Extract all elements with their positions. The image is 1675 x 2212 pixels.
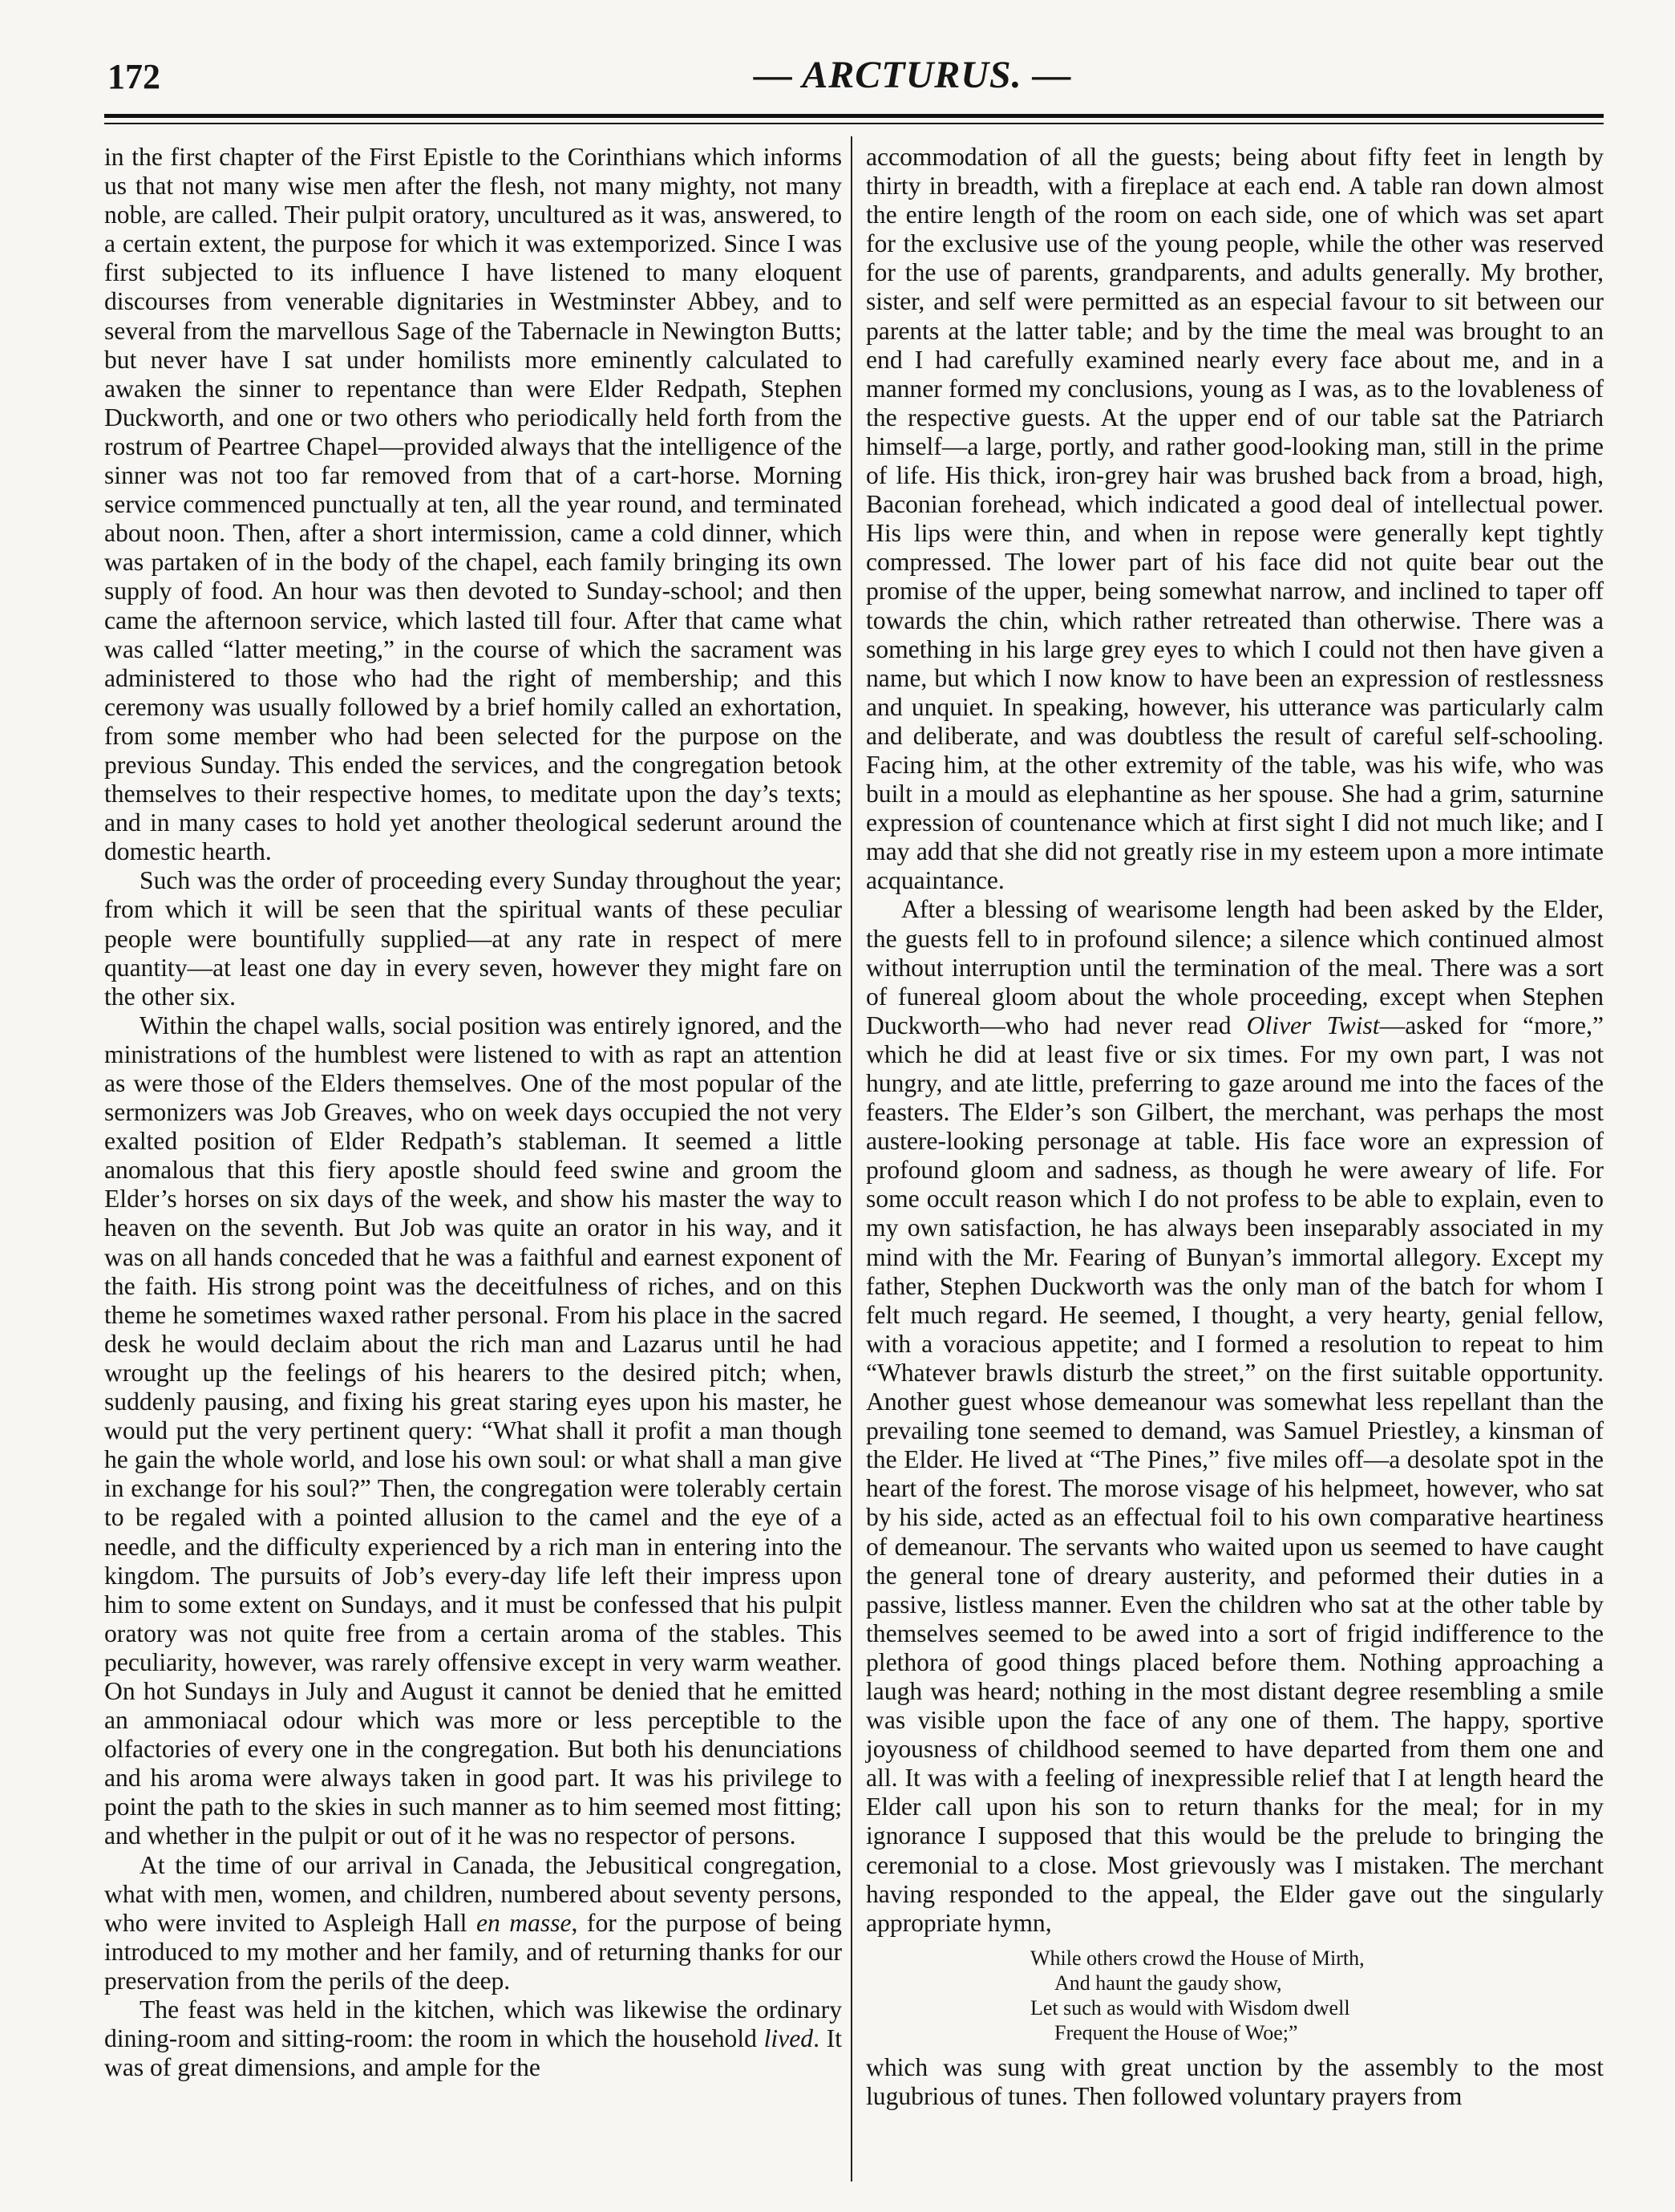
text-run: After a blessing of wearisome length had been asked by the Elder, the guests fell to in profound silence; a silence which continued almost without interruption until the termination of the meal. There was a sort of funereal gloom about the whole proceeding, except when Stephen Duckworth—who had never read [866, 895, 1604, 1039]
italic-text: lived [763, 2024, 814, 2053]
verse-line: Let such as would with Wisdom dwell [1030, 1995, 1350, 2020]
right-column [866, 143, 1604, 2111]
text-run: , for the purpose of being introduced to my mother and her family, and of returning thanks for our preservation from the perils of the deep. [104, 1908, 842, 1995]
page-number: 172 [107, 57, 160, 96]
verse-line: Frequent the House of Woe;” [1054, 2020, 1298, 2044]
verse-line: And haunt the gaudy show, [1054, 1971, 1282, 1995]
paragraph: accommodation of all the guests; being about fifty feet in length by thirty in breadth, with a fireplace at each end. A table ran down almost the entire length of the room on each side, one of which was set apart for the exclusive use of the young people, while the other was reserved for the use of parents, grandparents, and adults generally. My brother, sister, and self were permitted as an especial favour to sit between our parents at the latter table; and by the time the meal was brought to an end I had carefully examined nearly every face about me, and in a manner formed my conclusions, young as I was, as to the lovableness of the respective guests. At the upper end of our table sat the Patriarch himself—a large, portly, and rather good-looking man, still in the prime of life. His thick, iron-grey hair was brushed back from a broad, high, Baconian forehead, which indicated a good deal of intellectual power. His lips were thin, and when in repose were generally kept tightly compressed. The lower part of his face did not quite bear out the promise of the upper, being somewhat narrow, and inclined to taper off towards the chin, which rather retreated than otherwise. There was a something in his large grey eyes to which I could not then have given a name, but which I now know to have been an expression of restlessness and unquiet. In speaking, however, his utterance was particularly calm and deliberate, and was doubtless the result of careful self-schooling. Facing him, at the other extremity of the table, was his wife, who was built in a mould as elephantine as her spouse. She had a grim, saturnine expression of countenance which at first sight I did not much like; and I may add that she did not greatly rise in my esteem upon a more intimate acquaintance. [866, 143, 1604, 895]
paragraph: which was sung with great unction by the assembly to the most lugubrious of tunes. Then followed voluntary prayers from [866, 2052, 1604, 2110]
text-run: The feast was held in the kitchen, which was likewise the ordinary dining-room and sitting-room: the room in which the household [104, 1995, 842, 2053]
header-rule-thick [104, 114, 1604, 118]
header-rule-thin [104, 123, 1604, 124]
column-divider [851, 136, 852, 2182]
paragraph: Within the chapel walls, social position was entirely ignored, and the ministrations of the humblest were listened to with as rapt an attention as were those of the Elders themselves. One of the most popular of the sermonizers was Job Greaves, who on week days occupied the not very exalted position of Elder Redpath’s stableman. It seemed a little anomalous that this fiery apostle should feed swine and groom the Elder’s horses on six days of the week, and show his master the way to heaven on the seventh. But Job was quite an orator in his way, and it was on all hands conceded that he was a faithful and earnest exponent of the faith. His strong point was the deceitfulness of riches, and on this theme he sometimes waxed rather personal. From his place in the sacred desk he would declaim about the rich man and Lazarus until he had wrought up the feelings of his hearers to the desired pitch; when, suddenly pausing, and fixing his great staring eyes upon his master, he would put the very pertinent query: “What shall it profit a man though he gain the whole world, and lose his own soul: or what shall a man give in exchange for his soul?” Then, the congregation were tolerably certain to be regaled with a pointed allusion to the camel and the eye of a needle, and the difficulty experienced by a rich man in entering into the kingdom. The pursuits of Job’s every-day life left their impress upon him to some extent on Sundays, and it must be confessed that his pulpit oratory was not quite free from a certain aroma of the stables. This peculiarity, however, was rarely offensive except in very warm weather. On hot Sundays in July and August it cannot be denied that he emitted an ammoniacal odour which was more or less perceptible to the olfactories of every one in the congregation. But both his denunciations and his aroma were always taken in good part. It was his privilege to point the path to the skies in such manner as to him seemed most fitting; and whether in the pulpit or out of it he was no respector of persons. [104, 1011, 842, 1850]
text-run: —asked for “more,” which he did at least five or six times. For my own part, I was not hungry, and ate little, preferring to gaze around me into the faces of the feasters. The Elder’s son Gilbert, the merchant, was perhaps the most austere-looking personage at table. His face wore an expression of profound gloom and sadness, as though he were aweary of life. For some occult reason which I do not profess to be able to explain, even to my own satisfaction, he has always been inseparably associated in my mind with the Mr. Fearing of Bunyan’s immortal allegory. Except my father, Stephen Duckworth was the only man of the batch for whom I felt much regard. He seemed, I thought, a very hearty, genial fellow, with a voracious appetite; and I formed a resolution to repeat to him “Whatever brawls disturb the street,” on the first suitable opportunity. Another guest whose demeanour was somewhat less repellant than the prevailing tone seemed to demand, was Samuel Priestley, a kinsman of the Elder. He lived at “The Pines,” five miles off—a desolate spot in the heart of the forest. The morose visage of his helpmeet, however, who sat by his side, acted as an effectual foil to his own comparative heartiness of demeanour. The servants who waited upon us seemed to have caught the general tone of dreary austerity, and peformed their duties in a passive, listless manner. Even the children who sat at the other table by themselves seemed to be awed into a sort of frigid indifference to the plethora of good things placed before them. Nothing approaching a laugh was heard; nothing in the most distant degree resembling a smile was visible upon the face of any one of them. The happy, sportive joyousness of childhood seemed to have departed from them one and all. It was with a feeling of inexpressible relief that I at length heard the Elder call upon his son to return thanks for the meal; for in my ignorance I supposed that this would be the prelude to bringing the ceremonial to a close. Most grievously was I mistaken. The merchant having responded to the appeal, the Elder gave out the singularly appropriate hymn, [866, 1011, 1604, 1937]
paragraph: in the first chapter of the First Epistle to the Corinthians which informs us that not many wise men after the flesh, not many mighty, not many noble, are called. Their pulpit oratory, uncultured as it was, answered, to a certain extent, the purpose for which it was extemporized. Since I was first subjected to its influence I have listened to many eloquent discourses from venerable dignitaries in Westminster Abbey, and to several from the marvellous Sage of the Tabernacle in Newington Butts; but never have I sat under homilists more eminently calculated to awaken the sinner to repentance than were Elder Redpath, Stephen Duckworth, and one or two others who periodically held forth from the rostrum of Peartree Chapel—provided always that the intelligence of the sinner was not too far removed from that of a cart-horse. Morning service commenced punctually at ten, all the year round, and terminated about noon. Then, after a short intermission, came a cold dinner, which was partaken of in the body of the chapel, each family bringing its own supply of food. An hour was then devoted to Sunday-school; and then came the afternoon service, which lasted till four. After that came what was called “latter meeting,” in the course of which the sacrament was administered to those who had the right of membership; and this ceremony was usually followed by a brief homily called an exhortation, from some member who had been selected for the purpose on the previous Sunday. This ended the services, and the congregation betook themselves to their respective homes, to meditate upon the day’s texts; and in many cases to hold yet another theological sederunt around the domestic hearth. [104, 143, 842, 866]
text-run: . It was of great dimensions, and ample for the [104, 2024, 842, 2082]
text-run: At the time of our arrival in Canada, the Jebusitical congregation, what with men, women, and children, numbered about seventy persons, who were invited to Aspleigh Hall [104, 1850, 842, 1937]
running-title: — ARCTURUS. — [754, 54, 1072, 96]
paragraph: Such was the order of proceeding every Sunday throughout the year; from which it will be seen that the spiritual wants of these peculiar people were bountifully supplied—at any rate in respect of mere quantity—at least one day in every seven, however they might fare on the other six. [104, 866, 842, 1011]
paragraph [104, 1851, 842, 1995]
paragraph [866, 895, 1604, 1937]
hymn-verse [866, 1946, 1604, 2045]
italic-text: Oliver Twist [1246, 1011, 1380, 1039]
italic-text: en masse [475, 1908, 572, 1937]
page-header [104, 53, 1604, 104]
verse-line: While others crowd the House of Mirth, [1030, 1946, 1365, 1970]
paragraph [104, 1995, 842, 2082]
left-column [104, 143, 842, 2082]
